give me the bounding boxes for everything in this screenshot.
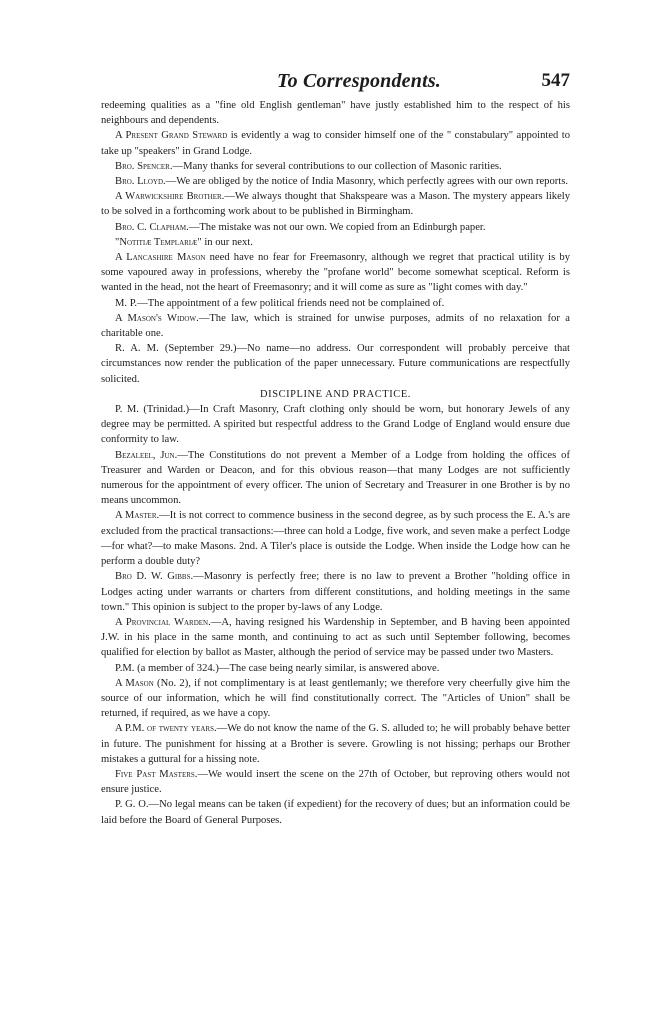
paragraph: A Mason (No. 2), if not complimentary is at least gentlemanly; we therefore very cheerfully give him the source of our information, which he will find constitutionally correct. The "Articles of Union" shall be returned, if required, as we have a copy. — [101, 677, 570, 720]
paragraph: A Provincial Warden.—A, having resigned his Wardenship in September, and B having been appointed J.W. in his place in the same month, and continuing to act as such until September following, becomes qualified for election by ballot as Master, although the period of service may be passed under two Masters. — [101, 616, 570, 659]
paragraph: Bezaleel, Jun.—The Constitutions do not prevent a Member of a Lodge from holding the offices of Treasurer and Warden or Deacon, and for this obvious reason—that many Lodges are not sufficiently numerous for the appointment of every officer. The union of Secretary and Treasurer in one Brother is by no means uncommon. — [101, 449, 570, 507]
page-header — [101, 68, 570, 98]
paragraph: A Lancashire Mason need have no fear for Freemasonry, although we regret that practical utility is by some vapoured away in professions, whereby the "profane world" become somewhat sceptical. Reform is wanted in the head, not the heart of Freemasonry; and it will come as sure as "light comes with day." — [101, 252, 570, 294]
page-number: 547 — [541, 70, 570, 91]
paragraph: Bro D. W. Gibbs.—Masonry is perfectly free; there is no law to prevent a Brother "holding office in Lodges acting under warrants or charters from different constitutions, and holding meetings in the same town." This opinion is subject to the proper by-laws of any Lodge. — [101, 571, 570, 613]
paragraph: A Mason's Widow.—The law, which is strained for unwise purposes, admits of no relaxation for a charitable one. — [101, 312, 570, 340]
paragraph: Bro. Lloyd.—We are obliged by the notice of India Masonry, which perfectly agrees with our own reports. — [115, 176, 569, 188]
printed-page — [101, 68, 570, 828]
paragraph: "Notitiæ Templariæ" in our next. — [115, 236, 253, 248]
running-title: To Correspondents. — [277, 70, 442, 92]
paragraph: A Present Grand Steward is evidently a wag to consider himself one of the " constabulary" appointed to take up "speakers" in Grand Lodge. — [101, 130, 570, 157]
paragraph: P.M. (a member of 324.)—The case being nearly similar, is answered above. — [115, 662, 440, 674]
section-heading: DISCIPLINE AND PRACTICE. — [260, 388, 411, 400]
paragraph: Five Past Masters.—We would insert the scene on the 27th of October, but reproving others would not ensure justice. — [101, 768, 570, 796]
paragraph: A Master.—It is not correct to commence business in the second degree, as by such process the E. A.'s are excluded from the practical transactions:—three can hold a Lodge, five work, and seven make a perfect Lodge—for what?—to make Masons. 2nd. A Tiler's place is outside the Lodge. When inside the Lodge how can he perform a double duty? — [101, 510, 571, 568]
paragraph: A P.M. of twenty years.—We do not know the name of the G. S. alluded to; he will probably behave better in future. The punishment for hissing at a Brother is severe. Growling is not hissing; perhaps our Brother mistakes a guttural for a hissing note. — [101, 723, 570, 765]
paragraph: M. P.—The appointment of a few political friends need not be complained of. — [115, 297, 445, 309]
paragraph: A Warwickshire Brother.—We always thought that Shakspeare was a Mason. The mystery appears likely to be solved in a forthcoming work about to be published in Birmingham. — [101, 191, 571, 218]
paragraph: P. G. O.—No legal means can be taken (if expedient) for the recovery of dues; but an information could be laid before the Board of General Purposes. — [101, 799, 570, 826]
paragraph: R. A. M. (September 29.)—No name—no address. Our correspondent will probably perceive that circumstances now render the publication of the paper unnecessary. Future communications are respectfully solicited. — [101, 343, 570, 385]
paragraph: redeeming qualities as a "fine old English gentleman" have justly established him to the respect of his neighbours and dependents. — [101, 100, 570, 127]
paragraph: Bro. C. Clapham.—The mistake was not our own. We copied from an Edinburgh paper. — [115, 221, 486, 233]
correspondents-text — [101, 98, 570, 828]
paragraph: Bro. Spencer.—Many thanks for several contributions to our collection of Masonic rarities. — [115, 160, 502, 172]
paragraph: P. M. (Trinidad.)—In Craft Masonry, Craft clothing only should be worn, but honorary Jewels of any degree may be permitted. A spirited but respectful address to the Grand Lodge of England would ensure due conformity to law. — [101, 404, 570, 446]
